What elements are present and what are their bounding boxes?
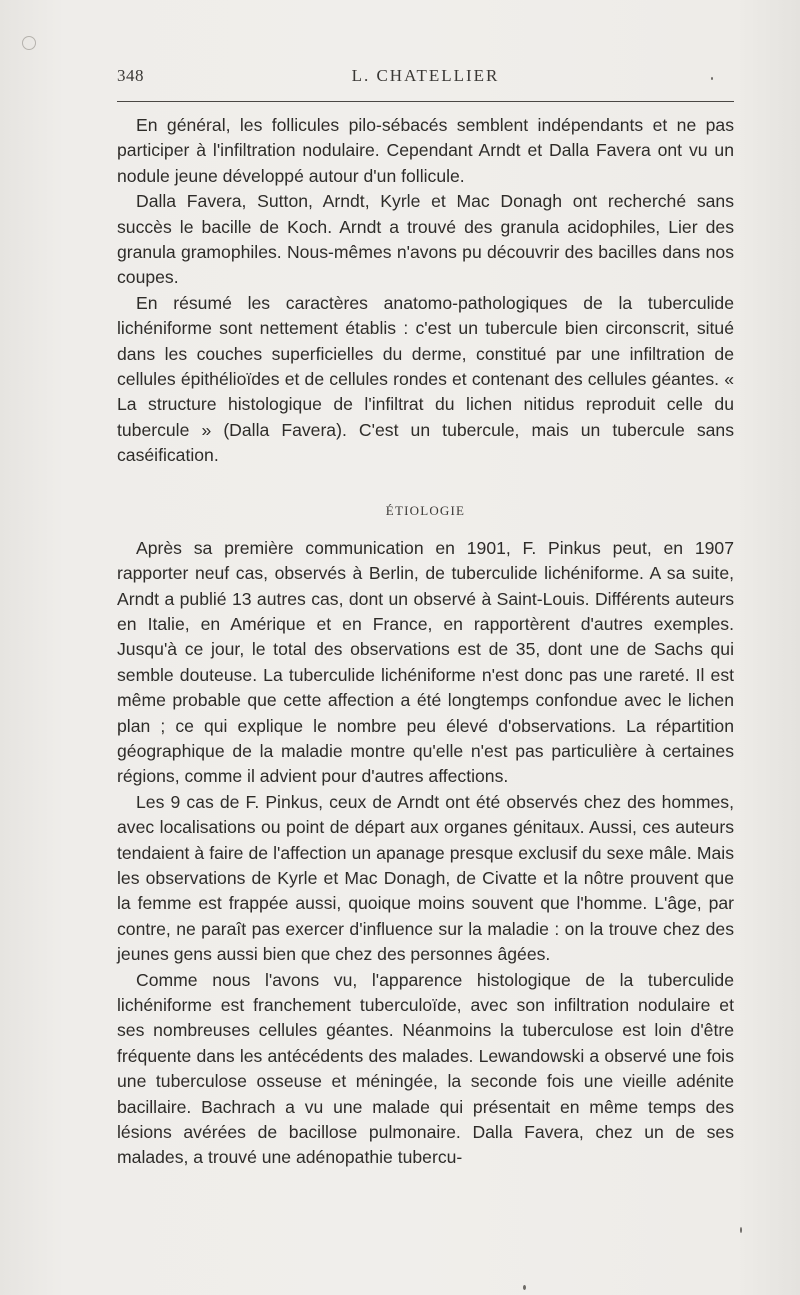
print-speck	[711, 77, 713, 80]
paper-blemish	[22, 36, 36, 50]
header-rule	[117, 101, 734, 102]
print-speck	[740, 1227, 742, 1233]
print-speck	[523, 1285, 526, 1290]
paragraph: Après sa première communication en 1901, F. Pinkus peut, en 1907 rapporter neuf cas, observés à Berlin, de tuberculide lichéniforme. A sa suite, Arndt a publié 13 autres cas, dont un observé à Saint-Louis. Différents auteurs en Italie, en Amérique et en France, en rapportèrent d'autres exemples. Jusqu'à ce jour, le total des observations est de 35, dont une de Sachs qui semble douteuse. La tuberculide lichéniforme n'est donc pas une rareté. Il est même probable que cette affection a été longtemps confondue avec le lichen plan ; ce qui explique le nombre peu élevé d'observations. La répartition géographique de la maladie montre qu'elle n'est pas particulière à certaines régions, comme il advient pour d'autres affections.	[117, 537, 734, 787]
main-text	[117, 113, 734, 1171]
paragraph: Comme nous l'avons vu, l'apparence histologique de la tuberculide lichéniforme est franchement tuberculoïde, avec son infiltration nodulaire et ses nombreuses cellules géantes. Néanmoins la tuberculose est loin d'être fréquente dans les antécédents des malades. Lewandowski a observé une fois une tuberculose osseuse et méningée, la seconde fois une vieille adénite bacillaire. Bachrach a vu une malade qui présentait en même temps des lésions avérées de bacillose pulmonaire. Dalla Favera, chez un de ses malades, a trouvé une adénopathie tubercu-	[117, 969, 734, 1168]
paragraph: Dalla Favera, Sutton, Arndt, Kyrle et Mac Donagh ont recherché sans succès le bacille de Koch. Arndt a trouvé des granula acidophiles, Lier des granula gramophiles. Nous-mêmes n'avons pu découvrir des bacilles dans nos coupes.	[117, 191, 734, 288]
running-head	[117, 66, 734, 90]
paragraph: Les 9 cas de F. Pinkus, ceux de Arndt ont été observés chez des hommes, avec localisations ou point de départ aux organes génitaux. Aussi, ces auteurs tendaient à faire de l'affection un apanage presque exclusif du sexe mâle. Mais les observations de Kyrle et Mac Donagh, de Civatte et la nôtre prouvent que la femme est frappée aussi, quoique moins souvent que l'homme. L'âge, par contre, ne paraît pas exercer d'influence sur la maladie : on la trouve chez des jeunes gens aussi bien que chez des personnes âgées.	[117, 791, 734, 965]
page-number: 348	[117, 66, 144, 85]
paragraph: En résumé les caractères anatomo-pathologiques de la tuberculide lichéniforme sont nettement établis : c'est un tubercule bien circonscrit, situé dans les couches superficielles du derme, constitué par une infiltration de cellules épithélioïdes et de cellules rondes et contenant des cellules géantes. « La structure histologique de l'infiltrat du lichen nitidus reproduit celle du tubercule » (Dalla Favera). C'est un tubercule, mais un tubercule sans caséification.	[117, 292, 734, 466]
section-heading: ÉTIOLOGIE	[385, 502, 466, 518]
paragraph: En général, les follicules pilo-sébacés semblent indépendants et ne pas participer à l'infiltration nodulaire. Cependant Arndt et Dalla Favera ont vu un nodule jeune développé autour d'un follicule.	[117, 115, 734, 186]
running-title: L. CHATELLIER	[351, 66, 500, 85]
